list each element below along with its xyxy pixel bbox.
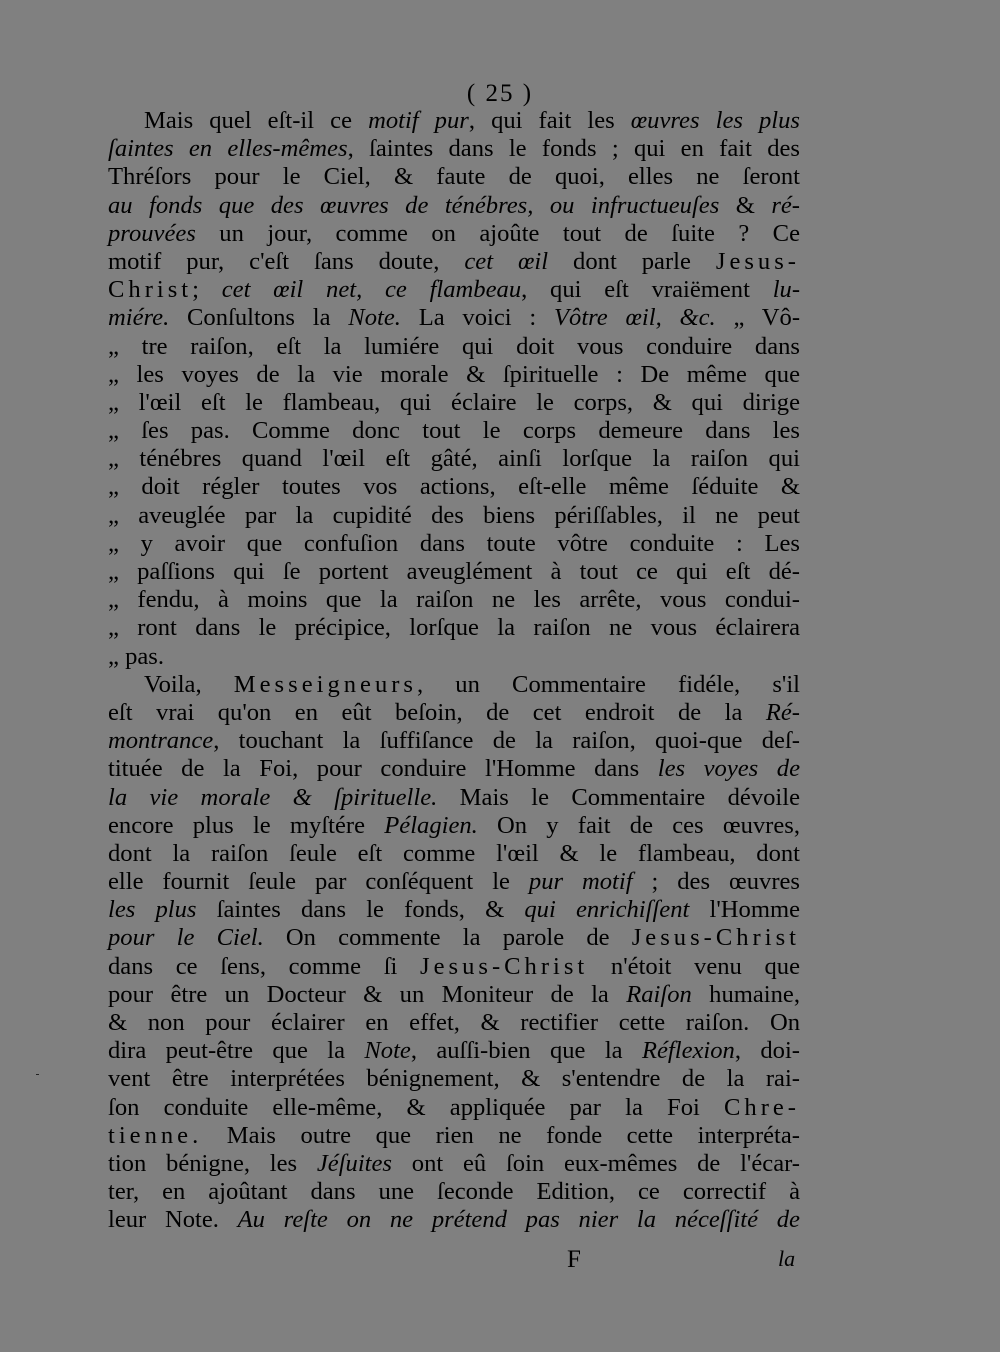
italic-span: Pélagien. xyxy=(384,811,478,839)
text-span: tituée de la Foi, pour conduire l'Homme dans xyxy=(108,755,658,783)
text-span: „ fendu, à moins que la raiſon ne les arrête, vous condui- xyxy=(108,586,800,614)
text-span: „ ſes pas. Comme donc tout le corps demeure dans les xyxy=(108,417,800,445)
text-line xyxy=(108,671,800,699)
text-line xyxy=(108,755,800,783)
small-caps-span: Jesus-Christ xyxy=(631,924,800,952)
small-caps-span: Chre- xyxy=(724,1093,800,1121)
text-span: ſon conduite elle-même, & appliquée par la Foi xyxy=(108,1093,724,1121)
italic-span: Raiſon xyxy=(626,980,692,1008)
italic-span: Ré- xyxy=(765,698,800,726)
text-line xyxy=(108,614,800,642)
text-line xyxy=(108,643,800,671)
italic-span: qui enrichiſſent xyxy=(524,896,690,924)
text-line xyxy=(108,417,800,445)
text-span: ſaintes dans le fonds, & xyxy=(196,896,525,924)
text-span: leur Note. xyxy=(108,1206,238,1234)
text-line xyxy=(108,1150,800,1178)
text-line xyxy=(108,389,800,417)
italic-span: ré- xyxy=(771,191,800,219)
text-span: , qui eſt vraiëment xyxy=(521,276,773,304)
text-line xyxy=(108,502,800,530)
italic-span: cet œil net, ce flambeau xyxy=(221,276,522,304)
margin-mark xyxy=(36,1074,39,1075)
text-line xyxy=(108,1178,800,1206)
italic-span: prouvées xyxy=(108,219,196,247)
text-line xyxy=(108,473,800,501)
text-line xyxy=(108,840,800,868)
italic-span: lu- xyxy=(772,276,801,304)
text-span: „ tre raiſon, eſt la lumiére qui doit vous conduire dans xyxy=(108,332,800,360)
text-span: Mais quel eſt-il ce xyxy=(144,107,369,134)
text-line xyxy=(108,1206,800,1234)
text-span: „ l'œil eſt le flambeau, qui éclaire le corps, & qui dirige xyxy=(108,388,800,416)
text-span: Mais outre que rien ne fonde cette interpréta- xyxy=(202,1121,800,1149)
text-span: encore plus le myſtére xyxy=(108,811,385,839)
text-span: l'Homme xyxy=(689,896,800,924)
text-span: ; xyxy=(192,276,222,304)
catchword: la xyxy=(778,1246,796,1271)
text-span: Conſultons la xyxy=(169,304,349,332)
text-span: , touchant la ſuffiſance de la raiſon, quoi-que deſ- xyxy=(213,727,800,755)
text-line xyxy=(108,135,800,163)
text-span: Voila, xyxy=(144,670,234,698)
text-span: un jour, comme on ajoûte tout de ſuite ? Ce xyxy=(195,219,800,247)
italic-span: les voyes de xyxy=(657,755,801,783)
body-text xyxy=(108,107,800,1235)
text-line xyxy=(108,333,800,361)
italic-span: Réflexion xyxy=(641,1037,735,1065)
text-line xyxy=(108,1094,800,1122)
text-line xyxy=(108,1037,800,1065)
text-span: elle fournit ſeule par conſéquent le xyxy=(108,868,529,896)
text-line xyxy=(108,558,800,586)
text-span: dont parle xyxy=(548,247,716,275)
italic-span: pur motif xyxy=(528,868,633,896)
text-line xyxy=(108,981,800,1009)
italic-span: les plus xyxy=(108,896,197,924)
text-span: n'étoit venu que xyxy=(588,952,800,980)
text-span: On y fait de ces œuvres, xyxy=(477,811,800,839)
text-span: On commente la parole de xyxy=(263,924,632,952)
text-span: eſt vrai qu'on en eût beſoin, de cet endroit de la xyxy=(108,698,766,726)
text-line xyxy=(108,896,800,924)
text-span: tion bénigne, les xyxy=(108,1149,317,1177)
text-line xyxy=(108,361,800,389)
text-span: ont eû ſoin eux-mêmes de l'écar- xyxy=(392,1149,800,1177)
text-span: vent être interprétées bénignement, & s'entendre de la rai- xyxy=(108,1065,800,1093)
small-caps-span: tienne. xyxy=(108,1121,203,1149)
text-span: La voici : xyxy=(400,304,554,332)
text-span: „ paſſions qui ſe portent aveuglément à tout ce qui eſt dé- xyxy=(108,558,800,585)
text-span: , ſaintes dans le fonds ; qui en fait des xyxy=(347,135,800,163)
text-span: „ les voyes de la vie morale & ſpirituelle : De même que xyxy=(108,360,800,388)
text-span: humaine, xyxy=(691,980,800,1008)
text-span: Mais le Commentaire dévoile xyxy=(437,783,800,811)
text-span: ter, en ajoûtant dans une ſeconde Edition, ce correctif à xyxy=(108,1178,800,1206)
italic-span: œuvres les plus xyxy=(630,107,800,134)
text-span: , auſſi-bien que la xyxy=(410,1037,642,1065)
text-line xyxy=(108,107,800,135)
text-span: dont la raiſon ſeule eſt comme l'œil & le flambeau, dont xyxy=(108,839,800,867)
text-line xyxy=(108,586,800,614)
small-caps-span: Christ xyxy=(108,276,193,304)
text-span: „ aveuglée par la cupidité des biens périſſables, il ne peut xyxy=(108,501,800,529)
italic-span: Jéſuites xyxy=(316,1149,393,1177)
small-caps-span: Jesus- xyxy=(715,247,800,275)
italic-span: Note. xyxy=(348,304,401,332)
text-span: , un Commentaire fidéle, s'il xyxy=(417,670,801,698)
text-span: „ doit régler toutes vos actions, eſt-elle même ſéduite & xyxy=(108,473,800,501)
text-line xyxy=(108,445,800,473)
italic-span: motif pur xyxy=(368,107,469,134)
text-span: ; des œuvres xyxy=(632,868,800,896)
text-span: , qui fait les xyxy=(468,107,631,134)
text-line xyxy=(108,784,800,812)
text-line xyxy=(108,1065,800,1093)
text-span: dira peut-être que la xyxy=(108,1037,365,1065)
text-span: „ Vô- xyxy=(715,304,801,332)
italic-span: montrance xyxy=(108,727,214,755)
italic-span: pour le Ciel. xyxy=(108,924,264,952)
signature-mark: F xyxy=(567,1246,581,1273)
page-footer xyxy=(0,1246,1000,1276)
text-span: , doi- xyxy=(734,1037,800,1065)
text-span: & non pour éclairer en effet, & rectifier cette raiſon. On xyxy=(108,1009,800,1036)
text-line xyxy=(108,727,800,755)
italic-span: Vôtre œil, &c. xyxy=(554,304,716,332)
italic-span: miére. xyxy=(108,304,170,332)
text-span: „ pas. xyxy=(108,642,164,670)
text-span: „ ront dans le précipice, lorſque la raiſon ne vous éclairera xyxy=(108,614,800,642)
text-line xyxy=(108,163,800,191)
text-line xyxy=(108,304,800,332)
italic-span: ſaintes en elles-mêmes xyxy=(108,135,348,163)
small-caps-span: Jesus-Christ xyxy=(420,952,589,980)
text-span: motif pur, c'eſt ſans doute, xyxy=(108,247,465,275)
text-span: pour être un Docteur & un Moniteur de la xyxy=(108,980,627,1008)
italic-span: Note xyxy=(364,1037,411,1065)
italic-span: au fonds que des œuvres de ténébres, ou infructueuſes xyxy=(108,191,720,219)
text-line xyxy=(108,248,800,276)
italic-span: cet œil xyxy=(464,247,549,275)
text-line xyxy=(108,699,800,727)
text-line xyxy=(108,868,800,896)
text-span: dans ce ſens, comme ſi xyxy=(108,952,421,980)
page-number: ( 25 ) xyxy=(466,80,534,107)
small-caps-span: Messeigneurs xyxy=(233,670,418,698)
text-span: „ y avoir que confuſion dans toute vôtre conduite : Les xyxy=(108,529,800,557)
text-line xyxy=(108,192,800,220)
text-line xyxy=(108,220,800,248)
text-line xyxy=(108,276,800,304)
text-span: & xyxy=(719,191,772,219)
text-line xyxy=(108,924,800,952)
italic-span: Au reſte on ne prétend pas nier la néceſſité de xyxy=(237,1206,800,1234)
text-span: Thréſors pour le Ciel, & faute de quoi, elles ne ſeront xyxy=(108,163,800,191)
text-line xyxy=(108,1122,800,1150)
text-line xyxy=(108,1009,800,1037)
text-line xyxy=(108,953,800,981)
italic-span: la vie morale & ſpirituelle. xyxy=(108,783,438,811)
text-span: „ ténébres quand l'œil eſt gâté, ainſi lorſque la raiſon qui xyxy=(108,445,800,473)
text-line xyxy=(108,812,800,840)
text-line xyxy=(108,530,800,558)
